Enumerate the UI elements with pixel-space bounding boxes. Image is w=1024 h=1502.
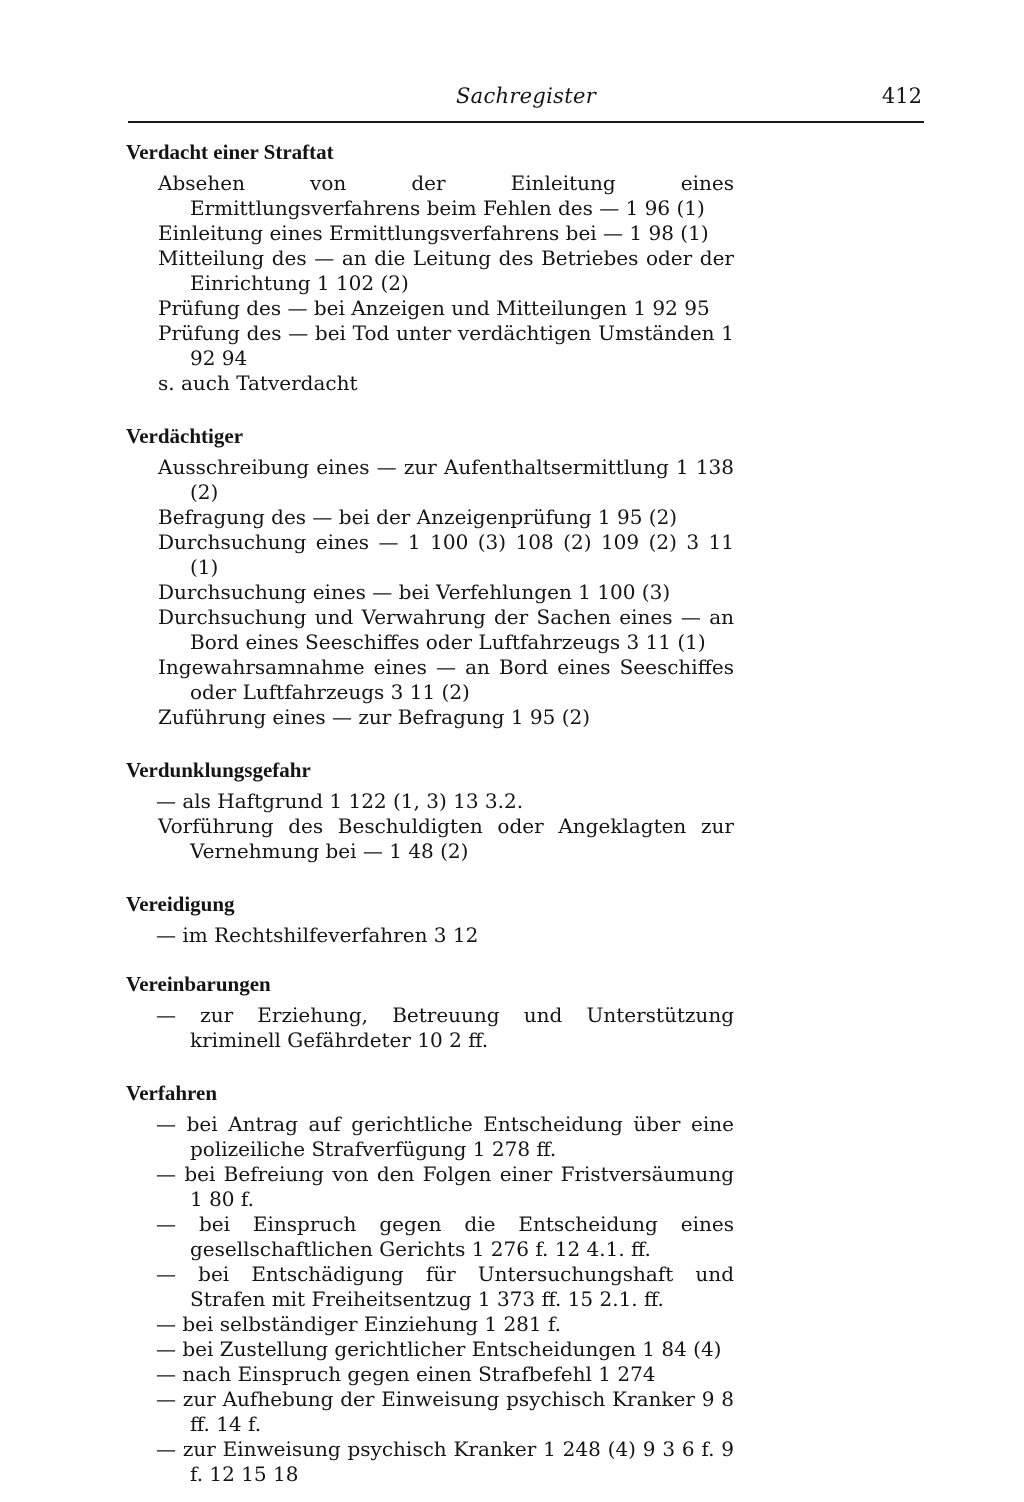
index-entry <box>0 422 1024 730</box>
entry-subitem: Prüfung des — bei Tod unter verdächtigen Umständen 1 92 94 <box>158 321 734 370</box>
entry-heading: Vereinbarungen <box>126 972 271 996</box>
index-entry <box>0 756 1024 864</box>
entry-subitem: — bei Einspruch gegen die Entscheidung eines gesellschaftlichen Gerichts 1 276 f. 12 4.1. ff. <box>156 1212 734 1261</box>
entry-subitem: Durchsuchung eines — 1 100 (3) 108 (2) 109 (2) 3 11 (1) <box>158 530 734 579</box>
entry-heading: Verdächtiger <box>126 424 244 448</box>
entry-subitem: — bei Antrag auf gerichtliche Entscheidung über eine polizeiliche Strafverfügung 1 278 ff. <box>156 1112 734 1161</box>
entry-subitem: — im Rechtshilfeverfahren 3 12 <box>156 923 479 947</box>
entry-subitem: Prüfung des — bei Anzeigen und Mitteilungen 1 92 95 <box>158 296 710 320</box>
entry-subitem: Ingewahrsamnahme eines — an Bord eines Seeschiffes oder Luftfahrzeugs 3 11 (2) <box>158 655 734 704</box>
entry-subitem: — bei Entschädigung für Untersuchungshaft und Strafen mit Freiheitsentzug 1 373 ff. 15 2.1. ff. <box>156 1262 734 1311</box>
entry-subitem: s. auch Tatverdacht <box>158 371 358 395</box>
entry-heading: Verdacht einer Straftat <box>126 140 334 164</box>
entry-subitem: Befragung des — bei der Anzeigenprüfung 1 95 (2) <box>158 505 678 529</box>
entry-subitem: — bei Befreiung von den Folgen einer Fristversäumung 1 80 f. <box>156 1162 734 1211</box>
entry-subitem: Ausschreibung eines — zur Aufenthaltsermittlung 1 138 (2) <box>158 455 734 504</box>
entry-subitem: Durchsuchung und Verwahrung der Sachen eines — an Bord eines Seeschiffes oder Luftfahrzeugs 3 11 (1) <box>158 605 734 654</box>
entry-heading: Verfahren <box>126 1081 217 1105</box>
entry-subitem: — zur Einweisung psychisch Kranker 1 248 (4) 9 3 6 f. 9 f. 12 15 18 <box>156 1437 734 1486</box>
entry-heading: Vereidigung <box>126 892 235 916</box>
entry-heading: Verdunklungsgefahr <box>126 758 311 782</box>
entry-subitem: Zuführung eines — zur Befragung 1 95 (2) <box>158 705 591 729</box>
page-number: 412 <box>881 84 922 108</box>
entry-subitem: — bei selbständiger Einziehung 1 281 f. <box>156 1312 562 1336</box>
header-rule <box>128 121 924 123</box>
index-content <box>0 138 1024 1501</box>
entry-subitem: Absehen von der Einleitung eines Ermittlungsverfahrens beim Fehlen des — 1 96 (1) <box>158 171 734 220</box>
entry-subitem: — nach Einspruch gegen einen Strafbefehl 1 274 <box>156 1362 656 1386</box>
running-header <box>128 84 924 118</box>
entry-subitem: — zur Erziehung, Betreuung und Unterstützung kriminell Gefährdeter 10 2 ff. <box>156 1003 734 1052</box>
index-entry <box>0 138 1024 396</box>
index-entry <box>0 1079 1024 1487</box>
entry-subitem: — zur Aufhebung der Einweisung psychisch Kranker 9 8 ff. 14 f. <box>156 1387 734 1436</box>
entry-subitem: Durchsuchung eines — bei Verfehlungen 1 100 (3) <box>158 580 671 604</box>
running-header-title: Sachregister <box>455 84 597 108</box>
entry-subitem: Mitteilung des — an die Leitung des Betriebes oder der Einrichtung 1 102 (2) <box>158 246 734 295</box>
entry-subitem: Vorführung des Beschuldigten oder Angeklagten zur Vernehmung bei — 1 48 (2) <box>158 814 734 863</box>
index-entry <box>0 890 1024 948</box>
entry-subitem: — bei Zustellung gerichtlicher Entscheidungen 1 84 (4) <box>156 1337 722 1361</box>
index-entry <box>0 970 1024 1053</box>
entry-subitem: Einleitung eines Ermittlungsverfahrens bei — 1 98 (1) <box>158 221 709 245</box>
entry-subitem: — als Haftgrund 1 122 (1, 3) 13 3.2. <box>156 789 524 813</box>
